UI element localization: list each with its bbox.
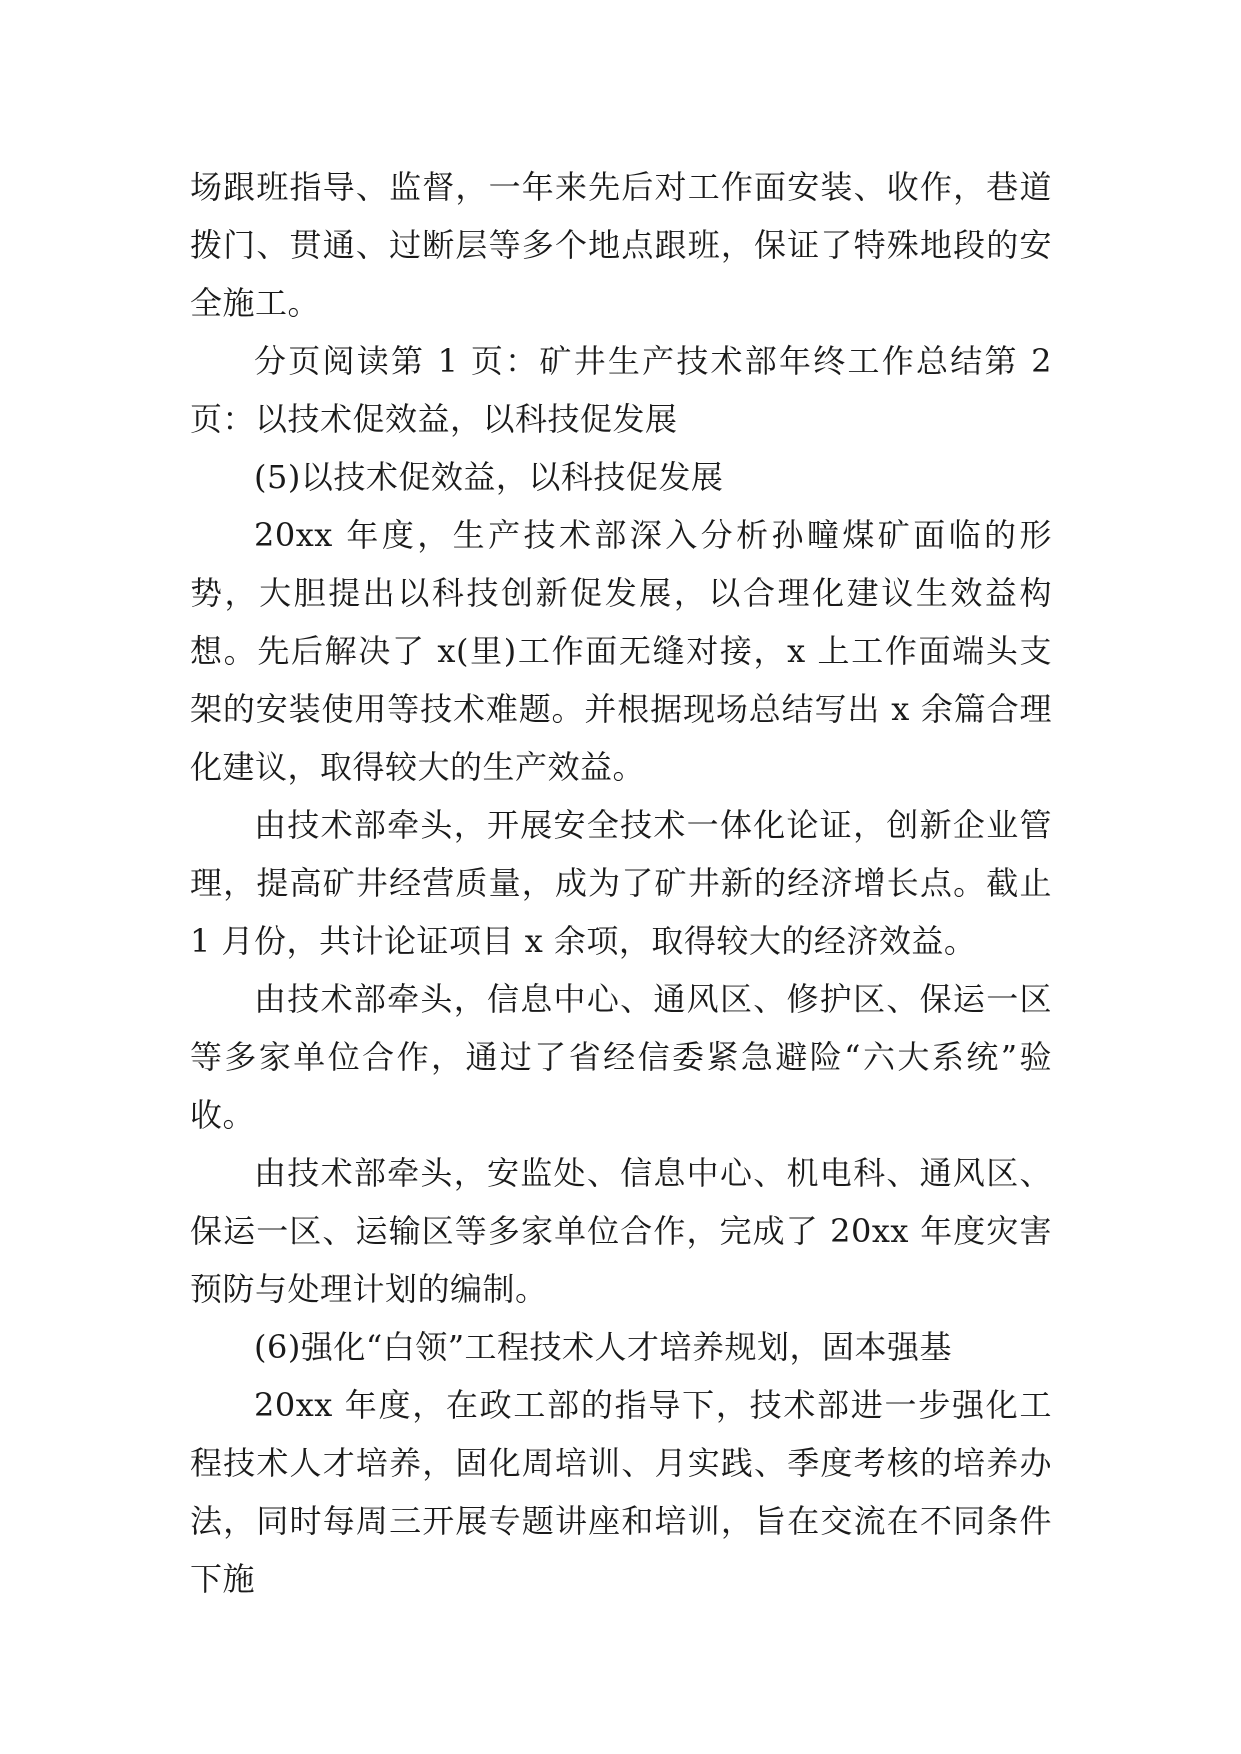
document-body [190,158,1052,1608]
paragraph-six-systems: 由技术部牵头，信息中心、通风区、修护区、保运一区等多家单位合作，通过了省经信委紧急避险“六大系统”验收。 [190,980,1052,1134]
section-heading-5: (5)以技术促效益，以科技促发展 [254,458,724,496]
paragraph-safety-integration: 由技术部牵头，开展安全技术一体化论证，创新企业管理，提高矿井经营质量，成为了矿井新的经济增长点。截止 1 月份，共计论证项目 x 余项，取得较大的经济效益。 [190,806,1052,960]
paragraph-tech-innovation: 20xx 年度，生产技术部深入分析孙疃煤矿面临的形势，大胆提出以科技创新促发展，以合理化建议生效益构想。先后解决了 x(里)工作面无缝对接，x 上工作面端头支架的安装使用等技术难题。并根据现场总结写出 x 余篇合理化建议，取得较大的生产效益。 [190,516,1052,786]
section-heading-6: (6)强化“白领”工程技术人才培养规划，固本强基 [254,1328,953,1366]
paragraph-talent-training: 20xx 年度，在政工部的指导下，技术部进一步强化工程技术人才培养，固化周培训、月实践、季度考核的培养办法，同时每周三开展专题讲座和培训，旨在交流在不同条件下施 [190,1386,1052,1598]
paragraph-continuation: 场跟班指导、监督，一年来先后对工作面安装、收作，巷道拨门、贯通、过断层等多个地点跟班，保证了特殊地段的安全施工。 [190,168,1052,322]
paragraph-pagination-note: 分页阅读第 1 页：矿井生产技术部年终工作总结第 2 页：以技术促效益，以科技促发展 [190,342,1052,438]
paragraph-disaster-plan: 由技术部牵头，安监处、信息中心、机电科、通风区、保运一区、运输区等多家单位合作，完成了 20xx 年度灾害预防与处理计划的编制。 [190,1154,1052,1308]
